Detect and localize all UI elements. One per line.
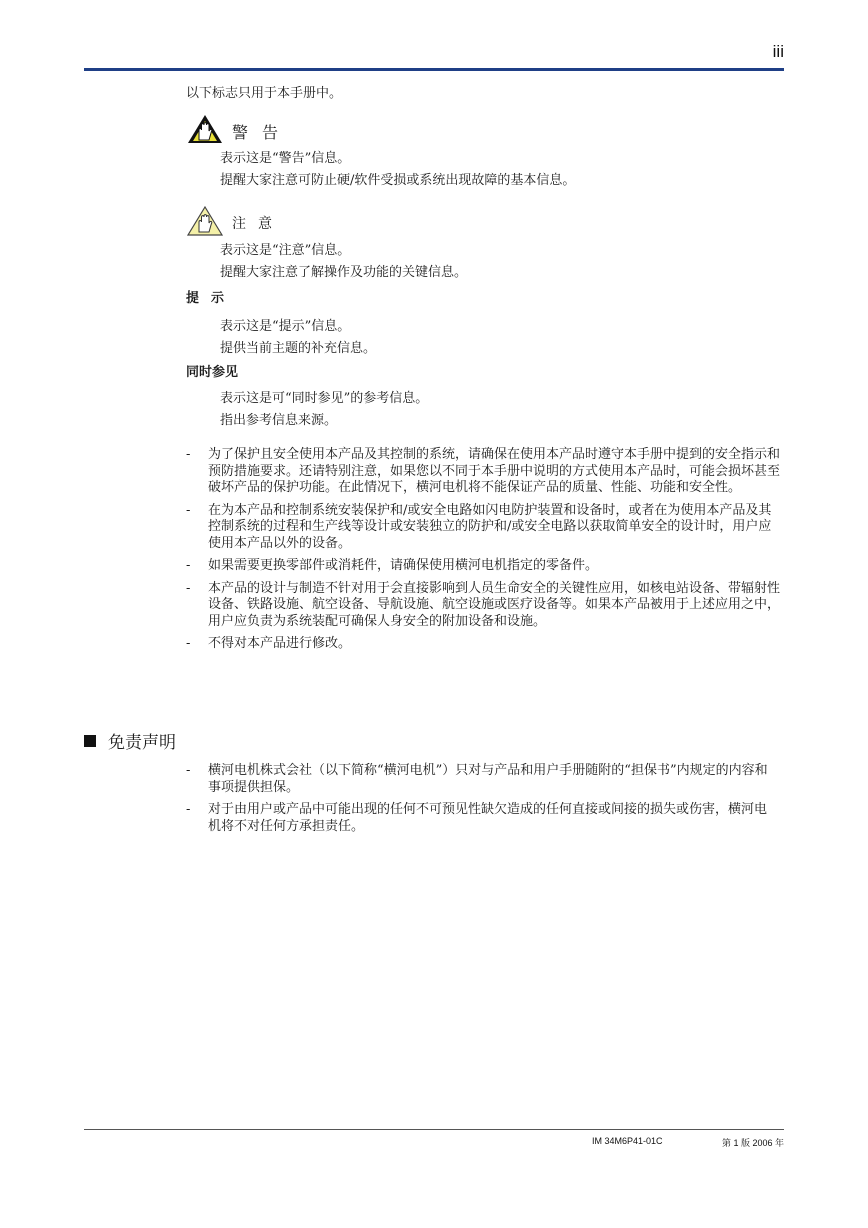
- list-item: - 本产品的设计与制造不针对用于会直接影响到人员生命安全的关键性应用，如核电站设备、带辐射性设备、铁路设施、航空设备、导航设施、航空设施或医疗设备等。如果本产品被用于上述应用之中，用户应负责为系统装配可确保人身安全的附加设备和设施。: [186, 580, 781, 629]
- footer-edition: 第 1 版 2006 年: [721, 1138, 784, 1148]
- list-item: - 为了保护且安全使用本产品及其控制的系统，请确保在使用本产品时遵守本手册中提到的安全指示和预防措施要求。还请特别注意，如果您以不同于本手册中说明的方式使用本产品时，可能会损坏甚至破坏产品的保护功能。在此情况下，横河电机将不能保证产品的质量、性能、功能和安全性。: [186, 447, 781, 495]
- warning-line-2: 提醒大家注意可防止硬/软件受损或系统出现故障的基本信息。: [220, 173, 576, 188]
- see-also-line-2: 指出参考信息来源。: [220, 413, 338, 428]
- see-also-section: [186, 362, 746, 432]
- list-item: - 横河电机株式会社（以下简称“横河电机”）只对与产品和用户手册随附的“担保书”内规定的内容和事项提供担保。: [186, 763, 768, 795]
- tip-title: 提示: [186, 291, 237, 306]
- footer-doc-id: IM 34M6P41-01C: [592, 1136, 663, 1146]
- intro-text: 以下标志只用于本手册中。: [186, 86, 343, 101]
- caution-title: 注意: [232, 216, 284, 232]
- tip-line-1: 表示这是“提示”信息。: [220, 319, 351, 334]
- list-item: - 在为本产品和控制系统安装保护和/或安全电路如闪电防护装置和设备时，或者在为使用本产品及其控制系统的过程和生产线等设计或安装独立的防护和/或安全电路以获取简单安全的设计时，用户应使用本产品以外的设备。: [186, 502, 772, 551]
- header-rule: [84, 68, 784, 71]
- caution-notice: [186, 206, 746, 284]
- caution-line-2: 提醒大家注意了解操作及功能的关键信息。: [220, 265, 468, 280]
- tip-line-2: 提供当前主题的补充信息。: [220, 341, 377, 356]
- disclaimer-list: [186, 763, 776, 841]
- warning-title: 警告: [232, 122, 293, 142]
- list-item: - 对于由用户或产品中可能出现的任何不可预见性缺欠造成的任何直接或间接的损失或伤害，横河电机将不对任何方承担责任。: [186, 802, 768, 834]
- see-also-title: 同时参见: [186, 365, 239, 380]
- safety-list: [186, 447, 780, 659]
- warning-notice: [186, 114, 746, 192]
- page-number: iii: [772, 42, 784, 61]
- warning-hand-icon: [186, 113, 224, 149]
- square-bullet-icon: [84, 735, 96, 747]
- see-also-line-1: 表示这是可“同时参见”的参考信息。: [220, 391, 429, 406]
- list-item: - 不得对本产品进行修改。: [186, 636, 352, 651]
- caution-line-1: 表示这是“注意”信息。: [220, 243, 351, 258]
- footer-rule: [84, 1129, 784, 1130]
- warning-line-1: 表示这是“警告”信息。: [220, 151, 351, 166]
- section-title: 免责声明: [84, 728, 176, 753]
- tip-section: [186, 288, 746, 360]
- list-item: - 如果需要更换零部件或消耗件，请确保使用横河电机指定的零备件。: [186, 558, 599, 573]
- caution-hand-icon: [186, 205, 224, 241]
